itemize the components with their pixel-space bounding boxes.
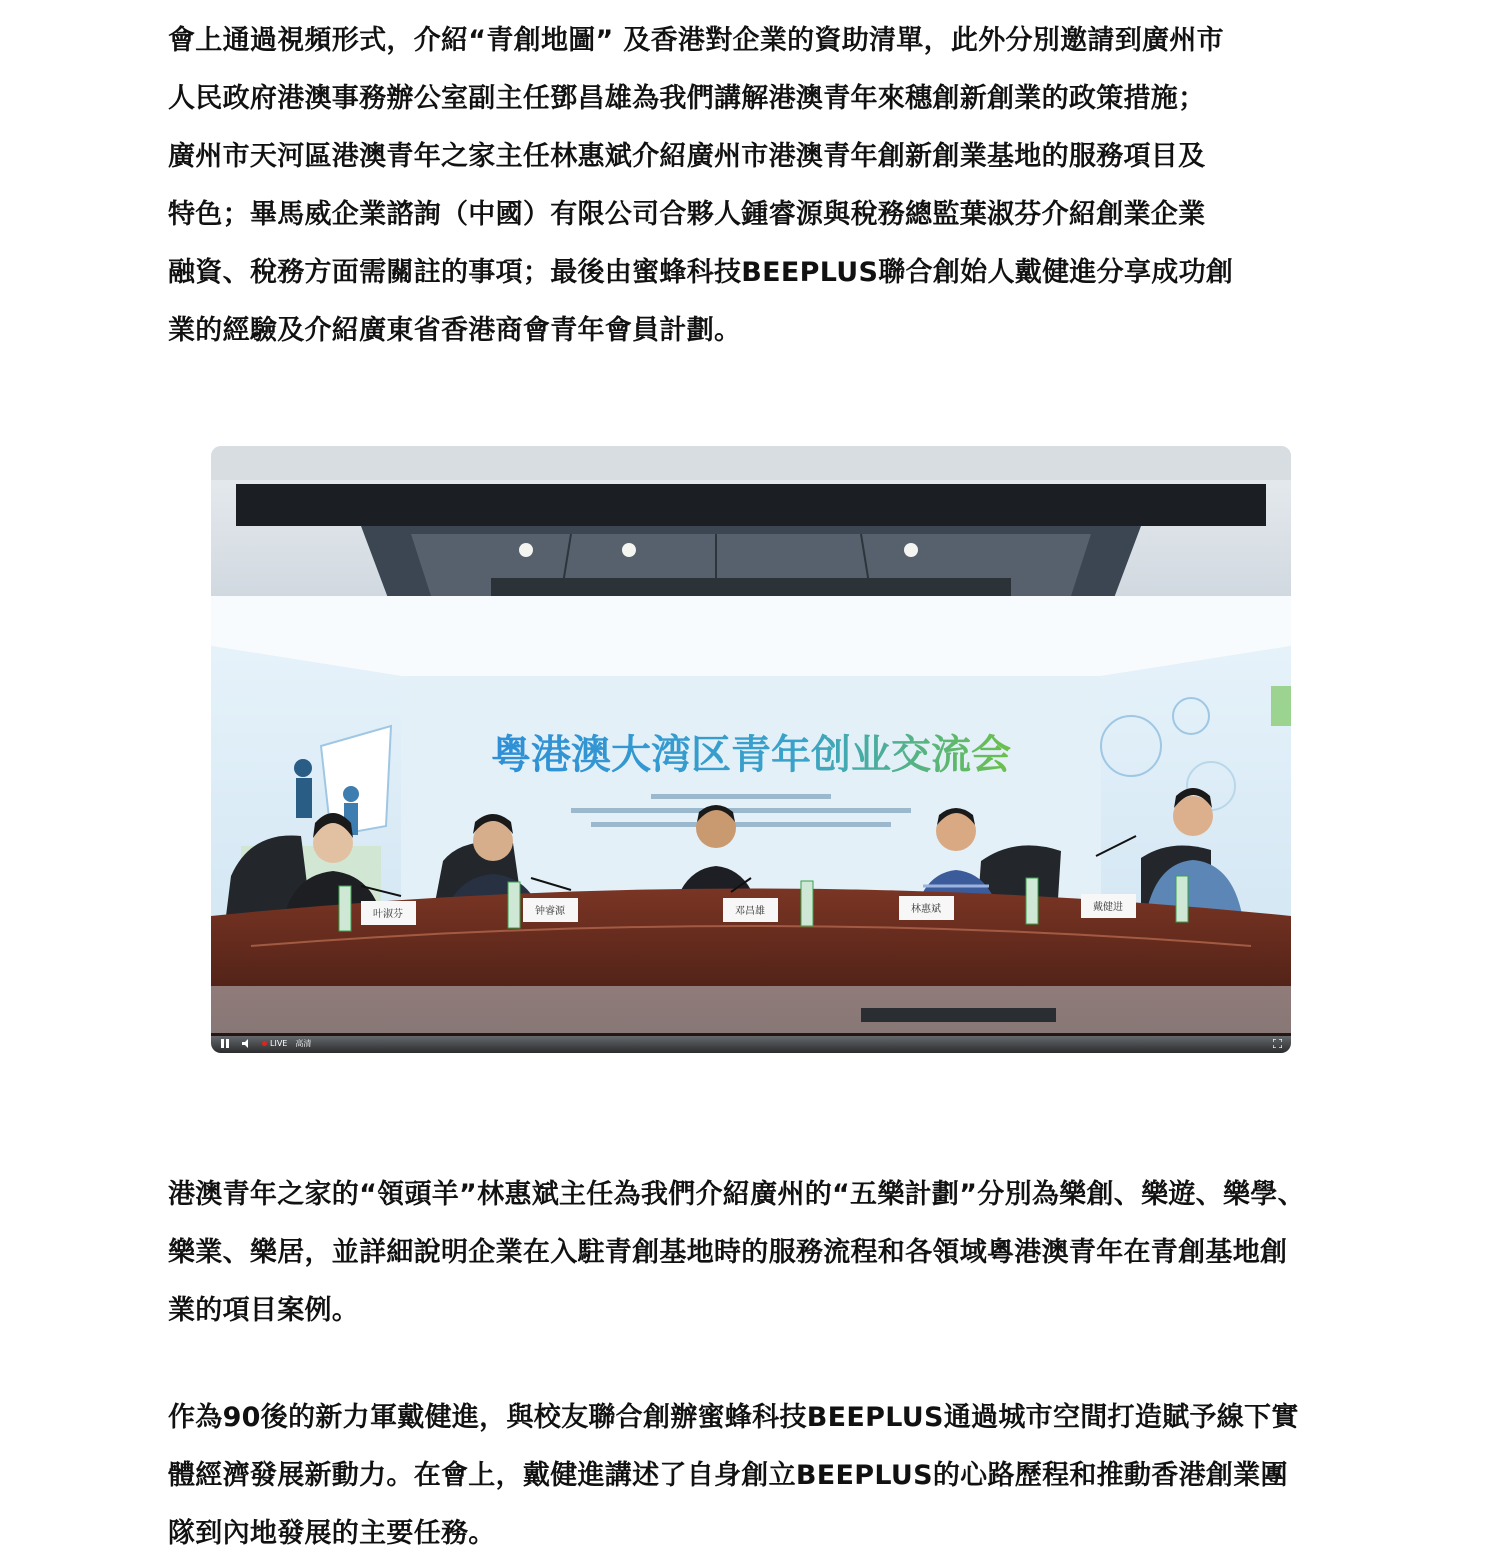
text-line: 廣州市天河區港澳青年之家主任林惠斌介紹廣州市港澳青年創新創業基地的服務項目及 (168, 141, 1206, 172)
quality-selector[interactable]: 高清 (295, 1038, 312, 1048)
paragraph-five-happy-plan (168, 1166, 1338, 1340)
live-dot-icon (262, 1041, 267, 1046)
live-label: LIVE (270, 1038, 288, 1048)
text-line: 人民政府港澳事務辦公室副主任鄧昌雄為我們講解港澳青年來穗創新創業的政策措施； (168, 83, 1206, 114)
video-controls (211, 1033, 1291, 1053)
fullscreen-icon[interactable] (1270, 1036, 1284, 1050)
video-frame (211, 446, 1291, 1053)
text-line: 業的經驗及介紹廣東省香港商會青年會員計劃。 (168, 315, 742, 346)
text-line: 港澳青年之家的“領頭羊”林惠斌主任為我們介紹廣州的“五樂計劃”分別為樂創、樂遊、樂學、 (168, 1179, 1305, 1210)
text-line: 作為90後的新力軍戴健進，與校友聯合創辦蜜蜂科技BEEPLUS通過城市空間打造賦予線下實 (168, 1402, 1299, 1433)
banner-title: 粤港澳大湾区青年创业交流会 (491, 732, 1011, 778)
name-card-label: 戴健进 (1093, 902, 1123, 913)
text-line: 會上通過視頻形式，介紹“青創地圖” 及香港對企業的資助清單，此外分別邀請到廣州市 (168, 25, 1224, 56)
pause-icon[interactable] (218, 1036, 232, 1050)
text-line: 樂業、樂居，並詳細說明企業在入駐青創基地時的服務流程和各領域粵港澳青年在青創基地創 (168, 1237, 1288, 1268)
video-player[interactable] (211, 446, 1291, 1053)
name-card-label: 叶淑芬 (373, 909, 403, 920)
volume-icon[interactable] (240, 1036, 254, 1050)
name-card-label: 钟睿源 (535, 906, 565, 917)
paragraph-intro (168, 12, 1338, 360)
text-line: 隊到內地發展的主要任務。 (168, 1518, 496, 1549)
paragraph-beeplus (168, 1389, 1338, 1563)
text-line: 體經濟發展新動力。在會上，戴健進講述了自身創立BEEPLUS的心路歷程和推動香港創業團 (168, 1460, 1288, 1491)
text-line: 業的項目案例。 (168, 1295, 360, 1326)
name-card-label: 林惠斌 (911, 904, 941, 915)
text-line: 特色；畢馬威企業諮詢（中國）有限公司合夥人鍾睿源與稅務總監葉淑芬介紹創業企業 (168, 199, 1206, 230)
text-line: 融資、稅務方面需關註的事項；最後由蜜蜂科技BEEPLUS聯合創始人戴健進分享成功創 (168, 257, 1234, 288)
live-badge (262, 1039, 287, 1048)
name-card-label: 邓昌雄 (735, 906, 765, 917)
